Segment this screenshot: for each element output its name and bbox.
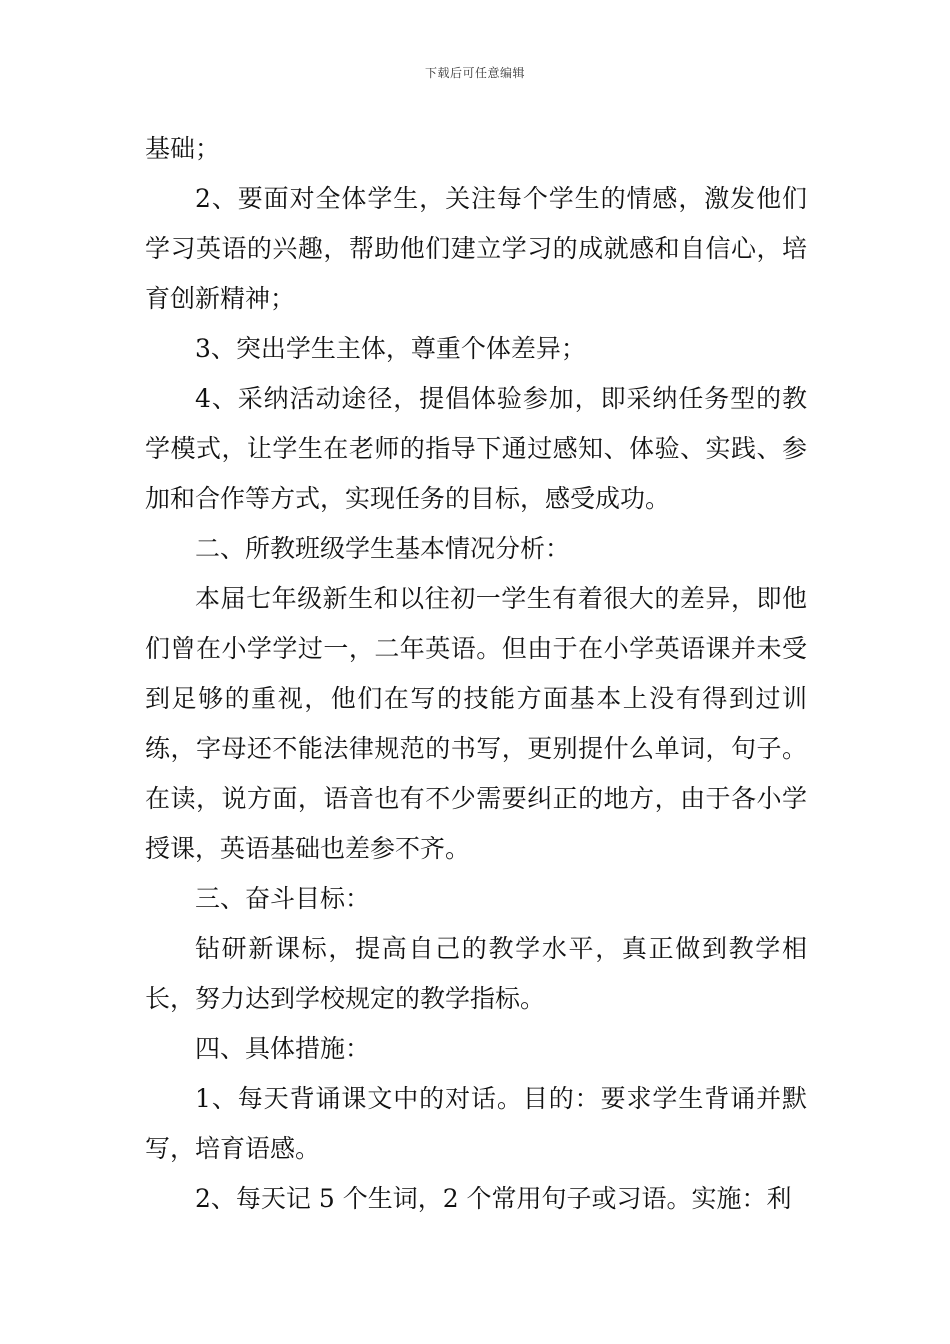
paragraph-10: 2、每天记 5 个生词，2 个常用句子或习语。实施：利: [195, 1184, 792, 1213]
paragraph-2: 3、突出学生主体，尊重个体差异；: [195, 334, 586, 363]
paragraph-5: 本届七年级新生和以往初一学生有着很大的差异，即他们曾在小学学过一，二年英语。但由于在小学英语课并未受到足够的重视，他们在写的技能方面基本上没有得到过训练，字母还不能法律规范的书写，更别提什么单词，句子。在读，说方面，语音也有不少需要纠正的地方，由于各小学授课，英语基础也差参不齐。: [145, 584, 807, 863]
document-body: [145, 124, 807, 1224]
section-heading-2: 二、所教班级学生基本情况分析：: [195, 534, 571, 563]
section-heading-4: 四、具体措施：: [195, 1034, 371, 1063]
section-heading-3: 三、奋斗目标：: [195, 884, 371, 913]
paragraph-7: 钻研新课标，提高自己的教学水平，真正做到教学相长，努力达到学校规定的教学指标。: [145, 934, 807, 1013]
paragraph-0: 基础；: [145, 134, 221, 163]
paragraph-3: 4、采纳活动途径，提倡体验参加，即采纳任务型的教学模式，让学生在老师的指导下通过感知、体验、实践、参加和合作等方式，实现任务的目标，感受成功。: [145, 384, 807, 513]
paragraph-1: 2、要面对全体学生，关注每个学生的情感，激发他们学习英语的兴趣，帮助他们建立学习的成就感和自信心，培育创新精神；: [145, 184, 807, 313]
paragraph-9: 1、每天背诵课文中的对话。目的：要求学生背诵并默写，培育语感。: [145, 1084, 807, 1163]
page-header: 下载后可任意编辑: [424, 66, 525, 80]
